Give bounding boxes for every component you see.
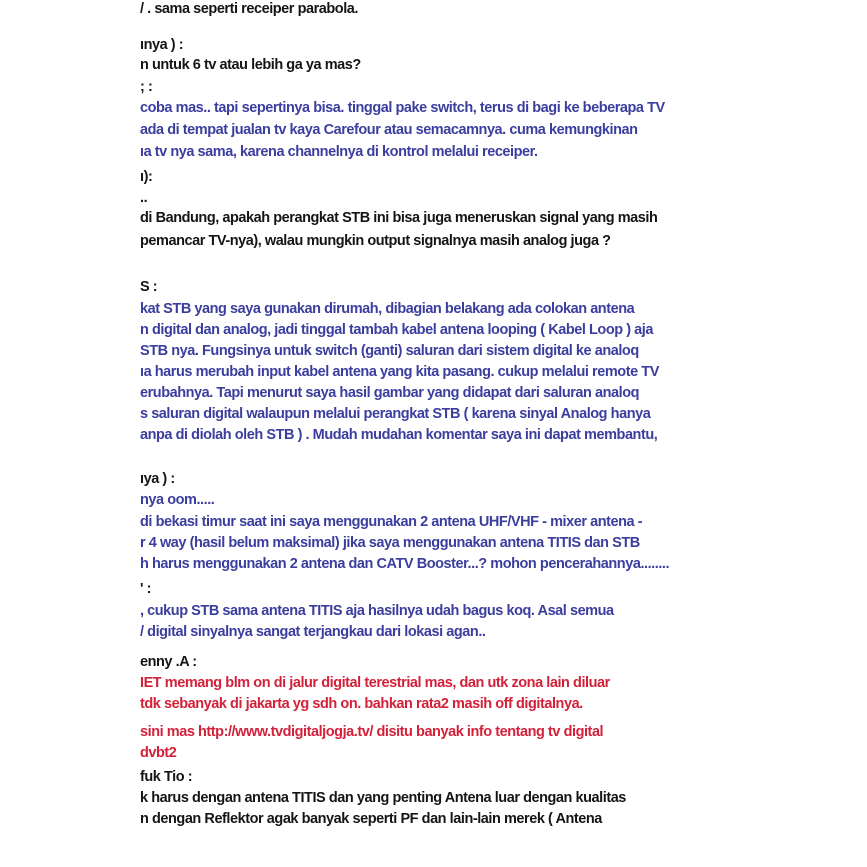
text-line: S :	[140, 279, 158, 295]
text-line: ıya ) :	[140, 471, 175, 487]
text-line: ' :	[140, 581, 151, 597]
text-line: ıa tv nya sama, karena channelnya di kontrol melalui receiper.	[140, 144, 538, 160]
text-line: ..	[140, 190, 148, 206]
text-line: nya oom.....	[140, 492, 215, 508]
text-line: ; :	[140, 79, 153, 95]
text-line: k harus dengan antena TITIS dan yang penting Antena luar dengan kualitas	[140, 790, 626, 806]
text-line: h harus menggunakan 2 antena dan CATV Booster...? mohon pencerahannya........	[140, 556, 670, 572]
text-line: ı):	[140, 169, 153, 185]
text-line: tdk sebanyak di jakarta yg sdh on. bahkan rata2 masih off digitalnya.	[140, 696, 583, 712]
text-line: enny .A :	[140, 654, 197, 670]
text-line: n untuk 6 tv atau lebih ga ya mas?	[140, 57, 361, 73]
text-line: s saluran digital walaupun melalui perangkat STB ( karena sinyal Analog hanya	[140, 406, 651, 422]
text-line: fuk Tio :	[140, 769, 193, 785]
text-line: STB nya. Fungsinya untuk switch (ganti) saluran dari sistem digital ke analoq	[140, 343, 639, 359]
text-line: kat STB yang saya gunakan dirumah, dibagian belakang ada colokan antena	[140, 301, 635, 317]
text-line: erubahnya. Tapi menurut saya hasil gambar yang didapat dari saluran analoq	[140, 385, 640, 401]
text-line: / . sama seperti receiper parabola.	[140, 1, 358, 17]
text-line: dvbt2	[140, 745, 177, 761]
text-line: n digital dan analog, jadi tinggal tambah kabel antena looping ( Kabel Loop ) aja	[140, 322, 653, 338]
text-line: ıa harus merubah input kabel antena yang kita pasang. cukup melalui remote TV	[140, 364, 659, 380]
text-line: ada di tempat jualan tv kaya Carefour atau semacamnya. cuma kemungkinan	[140, 122, 638, 138]
text-line: n dengan Reflektor agak banyak seperti PF dan lain-lain merek ( Antena	[140, 811, 602, 827]
text-line: , cukup STB sama antena TITIS aja hasilnya udah bagus koq. Asal semua	[140, 603, 614, 619]
text-line: pemancar TV-nya), walau mungkin output signalnya masih analog juga ?	[140, 233, 611, 249]
text-line: di Bandung, apakah perangkat STB ini bisa juga meneruskan signal yang masih	[140, 210, 658, 226]
text-line: anpa di diolah oleh STB ) . Mudah mudahan komentar saya ini dapat membantu,	[140, 427, 658, 443]
text-line: IET memang blm on di jalur digital terestrial mas, dan utk zona lain diluar	[140, 675, 610, 691]
text-line: ınya ) :	[140, 37, 184, 53]
text-line: r 4 way (hasil belum maksimal) jika saya menggunakan antena TITIS dan STB	[140, 535, 640, 551]
text-line: coba mas.. tapi sepertinya bisa. tinggal pake switch, terus di bagi ke beberapa TV	[140, 100, 665, 116]
text-line: di bekasi timur saat ini saya menggunakan 2 antena UHF/VHF - mixer antena -	[140, 514, 643, 530]
text-line: / digital sinyalnya sangat terjangkau dari lokasi agan..	[140, 624, 486, 640]
text-line: sini mas http://www.tvdigitaljogja.tv/ disitu banyak info tentang tv digital	[140, 724, 604, 740]
